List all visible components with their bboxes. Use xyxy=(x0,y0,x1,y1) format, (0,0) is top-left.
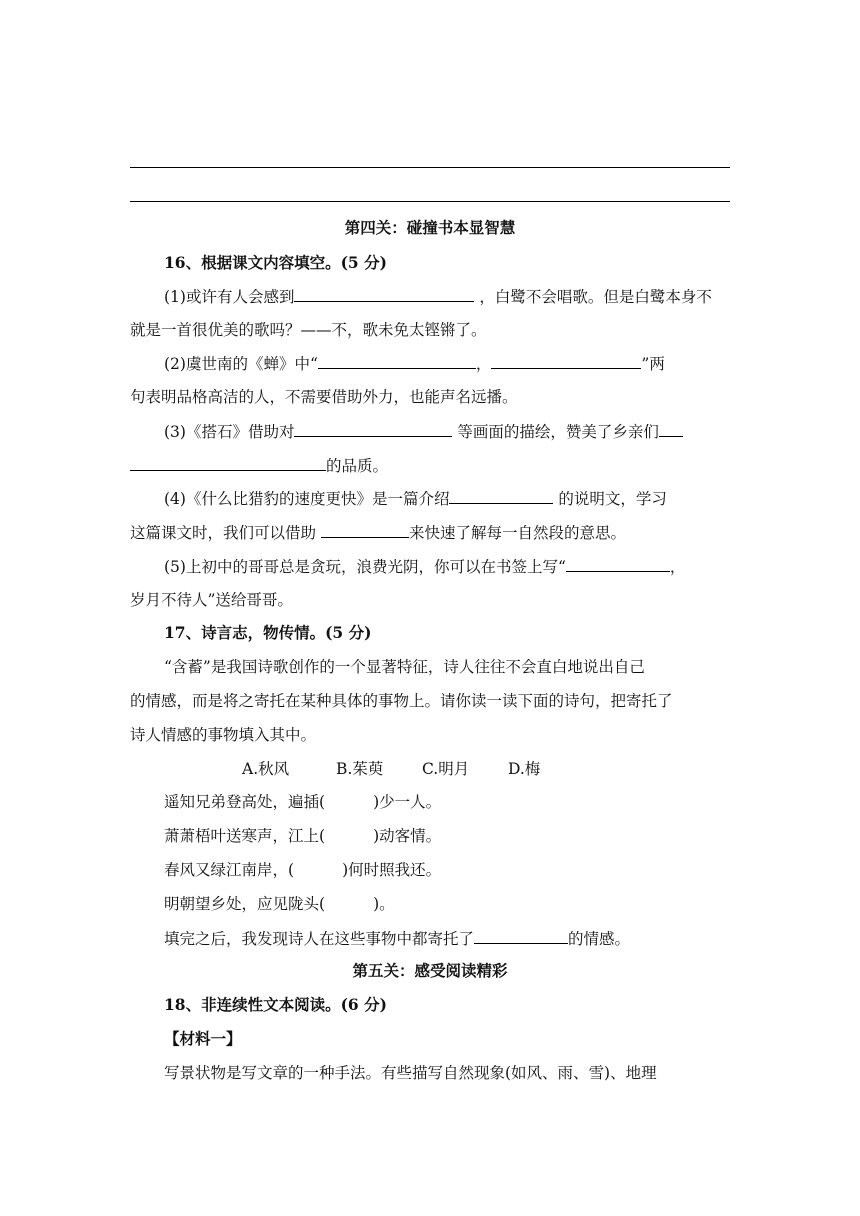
q16-item-3-cont xyxy=(130,454,730,477)
q16-item-5-cont: 岁月不待人”送给哥哥。 xyxy=(130,591,293,609)
answer-blank[interactable] xyxy=(491,352,641,369)
q16-item-2 xyxy=(130,352,764,375)
poem-line-2-text: 萧萧梧叶送寒声，江上( xyxy=(164,827,326,845)
question-17-title: 17、诗言志，物传情。(5 分) xyxy=(164,623,372,642)
answer-blank[interactable] xyxy=(321,521,409,538)
option-d: D.梅 xyxy=(508,760,541,778)
q16-item-3-text: 等画面的描绘，赞美了乡亲们 xyxy=(457,423,659,441)
answer-blank[interactable] xyxy=(318,352,476,369)
q16-item-2-text: ， xyxy=(475,355,492,373)
answer-blank[interactable] xyxy=(566,555,670,572)
q16-item-1-text: (1)或许有人会感到 xyxy=(164,288,295,306)
q17-summary xyxy=(130,927,764,950)
q16-item-3 xyxy=(130,420,764,443)
q16-item-4-cont xyxy=(130,521,730,544)
q16-item-3-text: 的品质。 xyxy=(326,457,389,475)
q16-item-5-text: ， xyxy=(669,558,686,576)
material-heading: 【材料一】 xyxy=(164,1029,242,1048)
answer-blank[interactable] xyxy=(294,420,452,437)
section-title: 第四关：碰撞书本显智慧 xyxy=(344,218,516,237)
poem-line-4-text: 明朝望乡处，应见陇头( xyxy=(164,895,326,913)
poem-line-3-text: 春风又绿江南岸，( xyxy=(164,861,295,879)
q17-summary-text: 的情感。 xyxy=(568,930,631,948)
section-title: 第五关：感受阅读精彩 xyxy=(352,961,508,980)
answer-blank[interactable] xyxy=(294,285,474,302)
q16-item-5-text: (5)上初中的哥哥总是贪玩，浪费光阴，你可以在书签上写“ xyxy=(164,558,566,576)
q16-item-1 xyxy=(130,285,764,308)
option-b: B.茱萸 xyxy=(336,760,384,778)
q16-item-4-text: 的说明文，学习 xyxy=(558,490,667,508)
material-para-line: 写景状物是写文章的一种手法。有些描写自然现象(如风、雨、雪)、地理 xyxy=(164,1064,657,1082)
poem-line-2 xyxy=(130,825,764,847)
poem-line-3-text: )何时照我还。 xyxy=(342,861,442,879)
q16-item-2-text: ”两 xyxy=(641,355,665,373)
q16-item-1-text: ，白鹭不会唱歌。但是白鹭本身不 xyxy=(479,288,712,306)
q16-item-5 xyxy=(130,555,764,578)
q16-item-4-text: 这篇课文时，我们可以借助 xyxy=(130,524,317,542)
q17-para-line: 诗人情感的事物填入其中。 xyxy=(130,726,317,744)
answer-blank[interactable] xyxy=(659,420,683,437)
q16-item-2-cont: 句表明品格高洁的人，不需要借助外力，也能声名远播。 xyxy=(130,388,518,406)
poem-line-2-text: )动客情。 xyxy=(373,827,442,845)
poem-line-3 xyxy=(130,859,764,881)
poem-line-1 xyxy=(130,791,764,813)
q17-options xyxy=(130,758,842,780)
option-a: A.秋风 xyxy=(242,760,290,778)
answer-blank[interactable] xyxy=(130,454,326,471)
poem-line-4-text: )。 xyxy=(373,895,395,913)
poem-line-1-text: 遥知兄弟登高处，遍插( xyxy=(164,793,326,811)
poem-line-4 xyxy=(130,893,764,915)
option-c: C.明月 xyxy=(422,760,470,778)
q16-item-1-cont: 就是一首很优美的歌吗？——不，歌未免太铿锵了。 xyxy=(130,321,487,339)
q16-item-4-text: 来快速了解每一自然段的意思。 xyxy=(408,524,626,542)
q17-para-line: 的情感，而是将之寄托在某种具体的事物上。请你读一读下面的诗句，把寄托了 xyxy=(130,692,673,710)
answer-blank[interactable] xyxy=(449,487,553,504)
q17-summary-text: 填完之后，我发现诗人在这些事物中都寄托了 xyxy=(164,930,475,948)
question-16-title: 16、根据课文内容填空。(5 分) xyxy=(164,253,387,272)
q16-item-2-text: (2)虞世南的《蝉》中“ xyxy=(164,355,318,373)
answer-blank[interactable] xyxy=(474,927,568,944)
q16-item-3-text: (3)《搭石》借助对 xyxy=(164,423,295,441)
poem-line-1-text: )少一人。 xyxy=(373,793,442,811)
q17-para-line: “含蓄”是我国诗歌创作的一个显著特征，诗人往往不会直白地说出自己 xyxy=(164,658,645,676)
q16-item-4-text: (4)《什么比猎豹的速度更快》是一篇介绍 xyxy=(164,490,450,508)
answer-line-1 xyxy=(130,167,730,168)
question-18-title: 18、非连续性文本阅读。(6 分) xyxy=(164,995,387,1014)
q16-item-4 xyxy=(130,487,764,510)
answer-line-2 xyxy=(130,201,730,202)
